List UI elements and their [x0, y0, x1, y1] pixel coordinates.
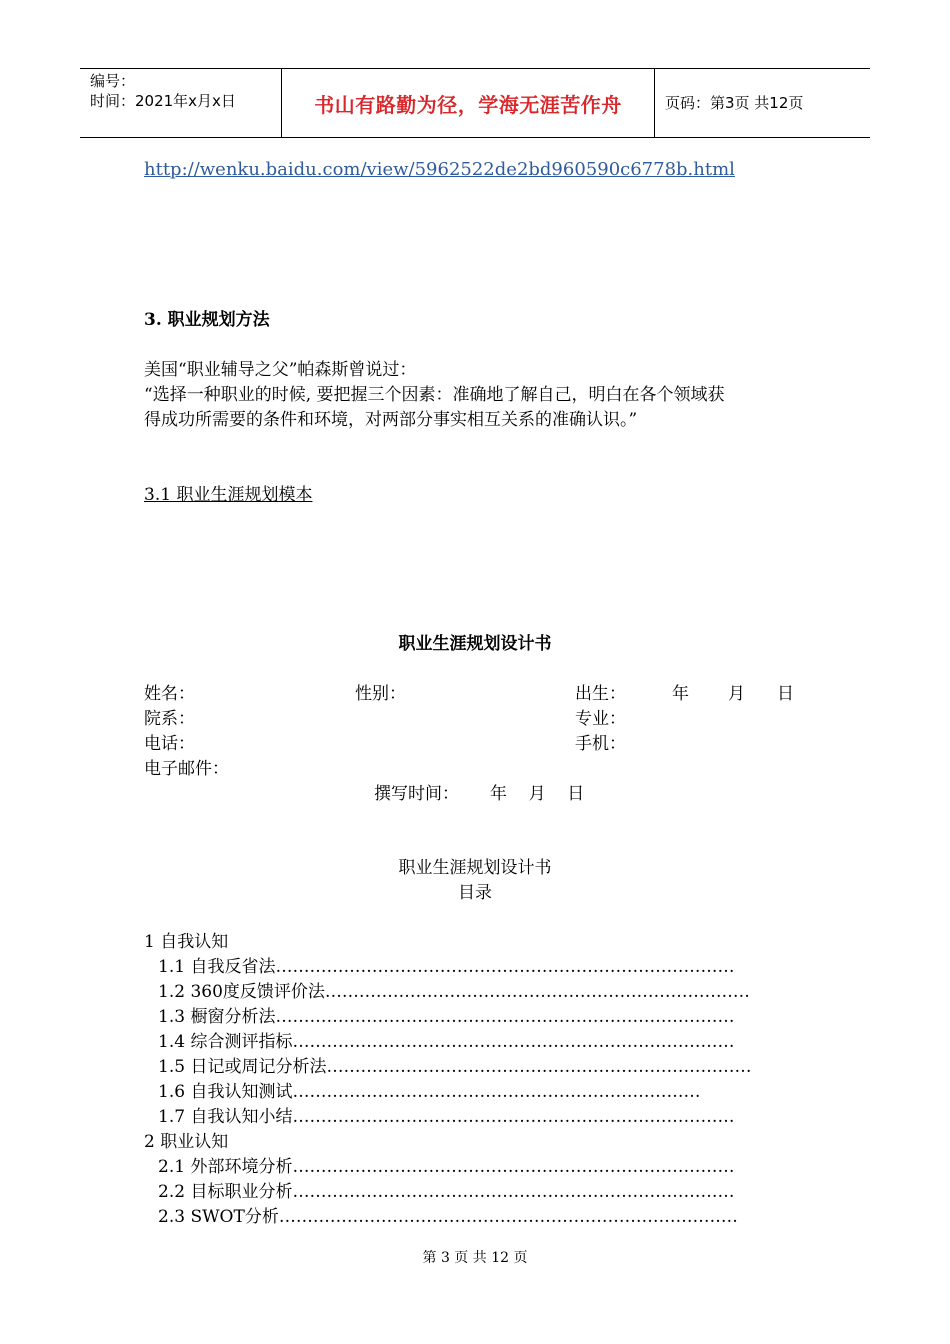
page-footer: 第 3 页 共 12 页 [422, 1250, 528, 1266]
email-label: 电子邮件： [144, 759, 229, 779]
header-page-cell [655, 69, 870, 137]
toc-entry: 2.1 外部环境分析…………………………………………………………………… [158, 1157, 735, 1177]
toc-subtitle: 目录 [458, 883, 492, 903]
source-link[interactable]: http://wenku.baidu.com/view/5962522de2bd960590c6778b.html [144, 159, 735, 180]
birth-day: 日 [777, 684, 794, 704]
header-motto-cell [281, 69, 655, 137]
header-motto: 书山有路勤为径，学海无涯苦作舟 [314, 92, 622, 117]
header-meta [80, 69, 280, 137]
header-page-label: 页码：第3页 共12页 [665, 94, 804, 112]
toc-title: 职业生涯规划设计书 [398, 858, 552, 878]
toc-entry: 1.2 360度反馈评价法………………………………………………………………… [158, 982, 750, 1002]
quote-line-2: 得成功所需要的条件和环境，对两部分事实相互关系的准确认识。” [144, 410, 638, 430]
gender-label: 性别： [355, 684, 406, 704]
toc-entry: 1.7 自我认知小结…………………………………………………………………… [158, 1107, 735, 1127]
intro-text: 美国“职业辅导之父”帕森斯曾说过： [144, 360, 417, 380]
toc-entry: 2 职业认知 [144, 1132, 229, 1152]
section-heading: 3. 职业规划方法 [144, 310, 270, 330]
phone-label: 电话： [144, 734, 195, 754]
toc-entry: 2.3 SWOT分析……………………………………………………………………… [158, 1207, 738, 1227]
toc-entry: 1.6 自我认知测试……………………………………………………………… [158, 1082, 701, 1102]
toc-entry: 1.5 日记或周记分析法………………………………………………………………… [158, 1057, 752, 1077]
quote-line-1: “选择一种职业的时候, 要把握三个因素：准确地了解自己，明白在各个领域获 [144, 385, 725, 405]
subsection-heading: 3.1 职业生涯规划模本 [144, 485, 313, 505]
dept-label: 院系： [144, 709, 195, 729]
birth-year: 年 [672, 684, 689, 704]
header-number: 编号： [90, 72, 136, 90]
page-header [80, 68, 870, 138]
cover-title: 职业生涯规划设计书 [398, 634, 552, 654]
toc-entry: 1.1 自我反省法……………………………………………………………………… [158, 957, 735, 977]
toc-entry: 1.4 综合测评指标…………………………………………………………………… [158, 1032, 735, 1052]
written-label: 撰写时间： [374, 784, 459, 804]
birth-label: 出生： [575, 684, 626, 704]
toc-entry: 1 自我认知 [144, 932, 229, 952]
header-date: 时间：2021年x月x日 [90, 92, 236, 110]
toc-entry: 2.2 目标职业分析…………………………………………………………………… [158, 1182, 735, 1202]
mobile-label: 手机： [575, 734, 626, 754]
birth-month: 月 [728, 684, 745, 704]
written-date: 年 月 日 [490, 784, 585, 804]
name-label: 姓名： [144, 684, 195, 704]
toc-entry: 1.3 橱窗分析法……………………………………………………………………… [158, 1007, 735, 1027]
major-label: 专业： [575, 709, 626, 729]
